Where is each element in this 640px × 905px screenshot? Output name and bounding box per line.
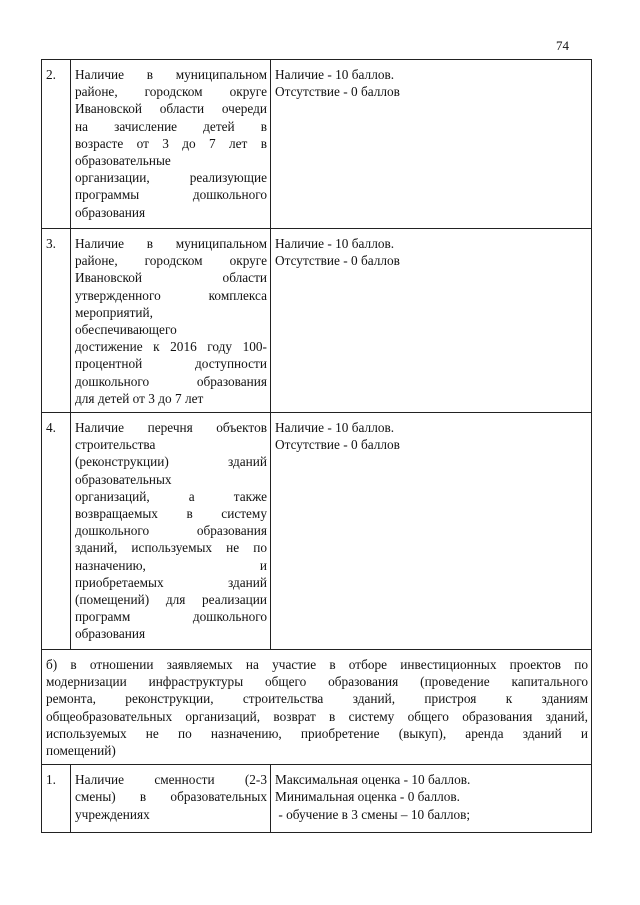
section-b-line: модернизации инфраструктуры общего образования (проведение капитального [46, 674, 588, 690]
criterion-name-line: дошкольного образования [75, 523, 267, 539]
criterion-name-line: образовательные [75, 153, 171, 169]
criterion-name [71, 413, 271, 650]
criterion-name-line: Наличие сменности (2-3 [75, 772, 267, 788]
score-line: Максимальная оценка - 10 баллов. [275, 772, 471, 788]
criterion-name-line: процентной доступности [75, 356, 267, 372]
criterion-name-line: программ дошкольного [75, 609, 267, 625]
criterion-score [271, 60, 592, 229]
criterion-name-line: достижение к 2016 году 100- [75, 339, 267, 355]
criterion-score [271, 413, 592, 650]
criterion-name-line: образовательных [75, 471, 172, 487]
score-line: - обучение в 3 смены – 10 баллов; [275, 806, 471, 822]
section-b-line: ремонта, реконструкции, строительства зданий, пристроя к зданиям [46, 691, 588, 707]
criterion-name-line: районе, городском округе [75, 253, 267, 269]
criterion-name [71, 229, 271, 413]
criterion-score [271, 229, 592, 413]
section-b-line: используемых не по назначению, приобретение (выкуп), аренда зданий и [46, 725, 588, 741]
criterion-name-line: строительства [75, 437, 156, 453]
criterion-name-line: образования [75, 626, 146, 642]
criterion-name-line: смены) в образовательных [75, 789, 267, 805]
score-line: Наличие - 10 баллов. [275, 236, 395, 251]
criterion-name-line: зданий, используемых не по [75, 540, 267, 556]
criterion-name-line: Наличие перечня объектов [75, 420, 267, 436]
table-row [42, 60, 592, 229]
criterion-name [71, 60, 271, 229]
criterion-score [271, 765, 592, 833]
criterion-name-line: Ивановской области очереди [75, 101, 267, 117]
row-number: 2. [42, 60, 71, 229]
criterion-name-line: приобретаемых зданий [75, 574, 267, 590]
criterion-name-line: возрасте от 3 до 7 лет в [75, 135, 267, 151]
criterion-name-line: назначению, и [75, 557, 267, 573]
score-line: Отсутствие - 0 баллов [275, 84, 400, 100]
criterion-name-line: организации, реализующие [75, 170, 267, 186]
criterion-name-line: утвержденного комплекса [75, 287, 267, 303]
criteria-table [41, 59, 592, 833]
criterion-name-line: образования [75, 204, 146, 220]
criterion-name-line: дошкольного образования [75, 373, 267, 389]
criterion-name-line: (помещений) для реализации [75, 592, 267, 608]
criterion-name-line: программы дошкольного [75, 187, 267, 203]
criterion-name-line: возвращаемых в систему [75, 506, 267, 522]
criterion-name-line: районе, городском округе [75, 84, 267, 100]
score-line: Минимальная оценка - 0 баллов. [275, 789, 460, 805]
row-number: 4. [42, 413, 71, 650]
score-line: Отсутствие - 0 баллов [275, 253, 400, 269]
criterion-name-line: организаций, а также [75, 488, 267, 504]
table-row [42, 413, 592, 650]
criterion-name-line: учреждениях [75, 806, 150, 822]
criterion-name-line: Наличие в муниципальном [75, 236, 267, 251]
row-number: 3. [42, 229, 71, 413]
section-b-line: помещений) [46, 743, 116, 759]
criterion-name-line: обеспечивающего [75, 322, 177, 338]
page-number: 74 [556, 38, 569, 53]
section-b-line: б) в отношении заявляемых на участие в отборе инвестиционных проектов по [46, 657, 588, 673]
section-b-line: общеобразовательных организаций, возврат в систему общего образования зданий, [46, 708, 588, 724]
table-row [42, 765, 592, 833]
criterion-name-line: (реконструкции) зданий [75, 454, 267, 470]
score-line: Наличие - 10 баллов. [275, 67, 395, 82]
criterion-name-line: на зачисление детей в [75, 118, 267, 134]
score-line: Наличие - 10 баллов. [275, 420, 395, 436]
score-line: Отсутствие - 0 баллов [275, 437, 400, 453]
table-row [42, 229, 592, 413]
criterion-name-line: Наличие в муниципальном [75, 67, 267, 82]
criterion-name-line: для детей от 3 до 7 лет [75, 390, 204, 406]
criterion-name [71, 765, 271, 833]
section-header-row [42, 650, 592, 765]
row-number: 1. [42, 765, 71, 833]
section-b-heading [42, 650, 592, 765]
criterion-name-line: Ивановской области [75, 270, 267, 286]
criterion-name-line: мероприятий, [75, 304, 153, 320]
